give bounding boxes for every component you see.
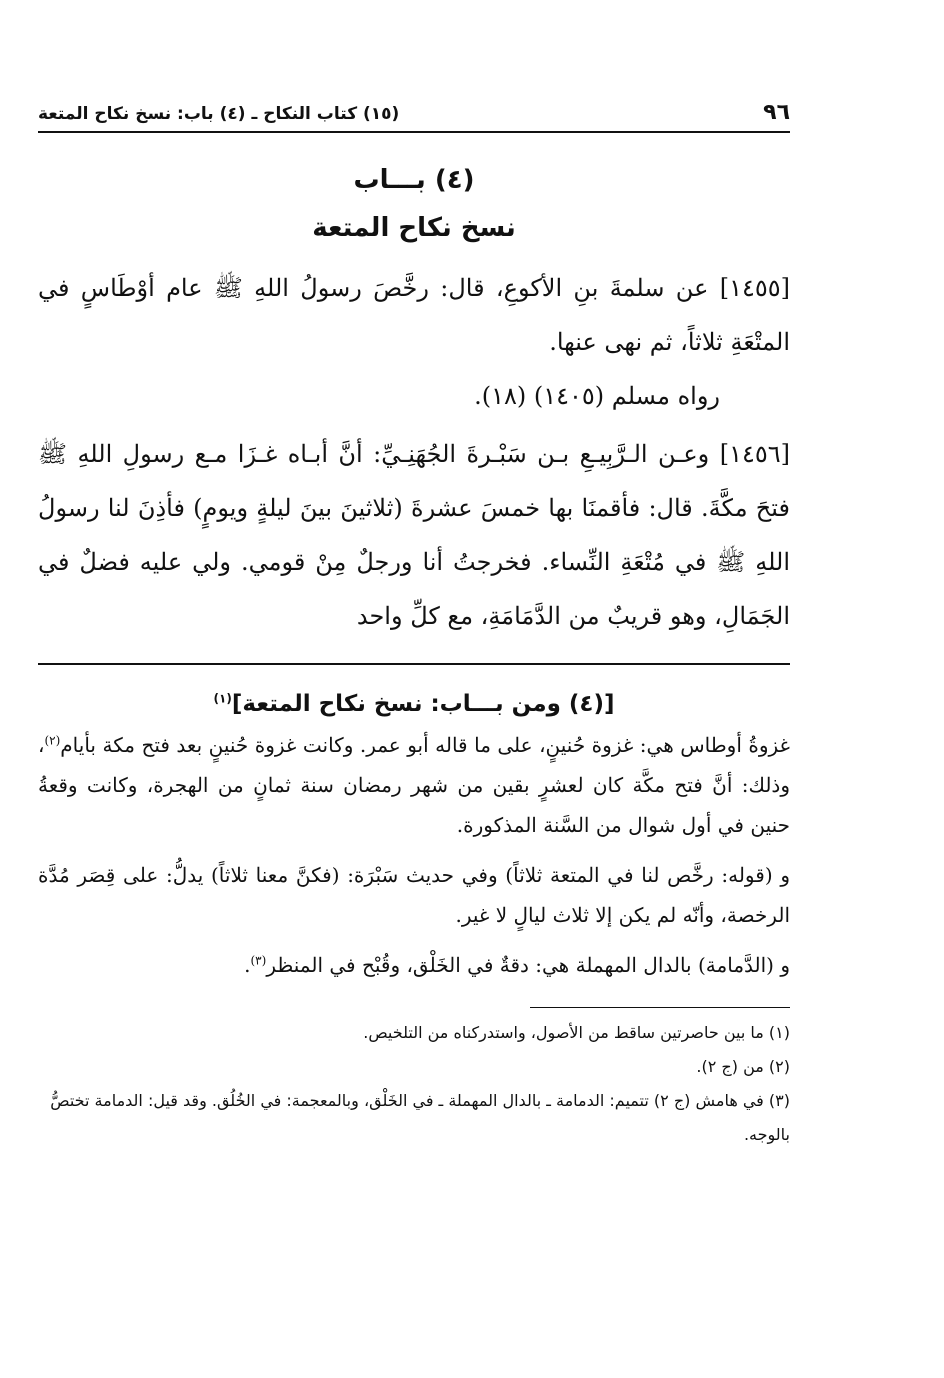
page-number: ٩٦ bbox=[763, 100, 790, 125]
commentary-text-part: ، وذلك: أنَّ فتح مكَّة كان لعشرٍ بقين من شهر رمضان سنة ثمانٍ من الهجرة، وكانت وقعةُ حنين في أول شوال من السَّنة المذكورة. bbox=[38, 733, 790, 837]
chapter-title: نسخ نكاح المتعة bbox=[312, 213, 516, 243]
footnote-rule bbox=[530, 1007, 790, 1008]
book-page bbox=[38, 100, 790, 1152]
footnote-2: (٢) من (ج ٢). bbox=[696, 1057, 790, 1076]
hadith-source: رواه مسلم (١٤٠٥) (١٨). bbox=[474, 382, 720, 410]
footnote-1: (١) ما بين حاصرتين ساقط من الأصول، واستدركناه من التلخيص. bbox=[363, 1023, 790, 1042]
commentary-paragraph bbox=[38, 725, 790, 845]
commentary-paragraph bbox=[38, 855, 790, 935]
hadith-text bbox=[38, 261, 790, 643]
commentary-text-part: . bbox=[244, 953, 251, 977]
running-title: (١٥) كتاب النكاح ـ (٤) باب: نسخ نكاح المتعة bbox=[38, 104, 400, 124]
running-header bbox=[38, 100, 790, 133]
footnote-ref-1: (١) bbox=[213, 691, 232, 706]
chapter-label: (٤) بـــاب bbox=[353, 165, 475, 195]
footnote-ref-3: (٣) bbox=[250, 953, 267, 968]
footnote-ref-2: (٢) bbox=[44, 733, 61, 748]
commentary-title-text: [(٤) ومن بـــاب: نسخ نكاح المتعة] bbox=[231, 691, 615, 717]
commentary-title bbox=[38, 691, 790, 717]
commentary-text-part: و (قوله: رخَّص لنا في المتعة ثلاثاً) وفي حديث سَبْرَة: (فكنَّ معنا ثلاثاً) يدلُّ: على قِصَر مُدَّة الرخصة، وأنّه لم يكن إلا ثلاث ليالٍ لا غير. bbox=[38, 863, 790, 927]
footnote-3: (٣) في هامش (ج ٢) تتميم: الدمامة ـ بالدال المهملة ـ في الخَلْق، وبالمعجمة: في الخُلُق. وقد قيل: الدمامة تختصُّ بالوجه. bbox=[50, 1091, 790, 1144]
commentary-text-part: غزوةُ أوطاس هي: غزوة حُنينٍ، على ما قاله أبو عمر. وكانت غزوة حُنينٍ بعد فتح مكة بأيام bbox=[60, 733, 790, 757]
commentary-paragraph bbox=[38, 945, 790, 985]
hadith-1455: [١٤٥٥] عن سلمةَ بنِ الأكوعِ، قال: رخَّصَ رسولُ اللهِ ﷺ عام أوْطَاسٍ في المتْعَةِ ثلاثاً، ثم نهى عنها. bbox=[38, 274, 790, 356]
footnotes bbox=[38, 1016, 790, 1152]
commentary-separator bbox=[38, 663, 790, 665]
commentary-text-part: و (الدَّمامة) بالدال المهملة هي: دقةٌ في الخَلْق، وقُبْح في المنظر bbox=[266, 953, 790, 977]
hadith-1456: [١٤٥٦] وعـن الـرَّبِيـعِ بـن سَبْـرةَ الجُهَنِـيِّ: أنَّ أبـاه غـزَا مـع رسولِ اللهِ ﷺ فتحَ مكَّةَ. قال: فأقمنَا بها خمسَ عشرةَ (ثلاثينَ بينَ ليلةٍ ويومٍ) فأذِنَ لنا رسولُ اللهِ ﷺ في مُتْعَةِ النِّساء. فخرجتُ أنا ورجلٌ مِنْ قومي. ولي عليه فضلٌ في الجَمَالِ، وهو قريبٌ من الدَّمَامَةِ، مع كلِّ واحد bbox=[38, 440, 790, 630]
commentary-text bbox=[38, 725, 790, 985]
